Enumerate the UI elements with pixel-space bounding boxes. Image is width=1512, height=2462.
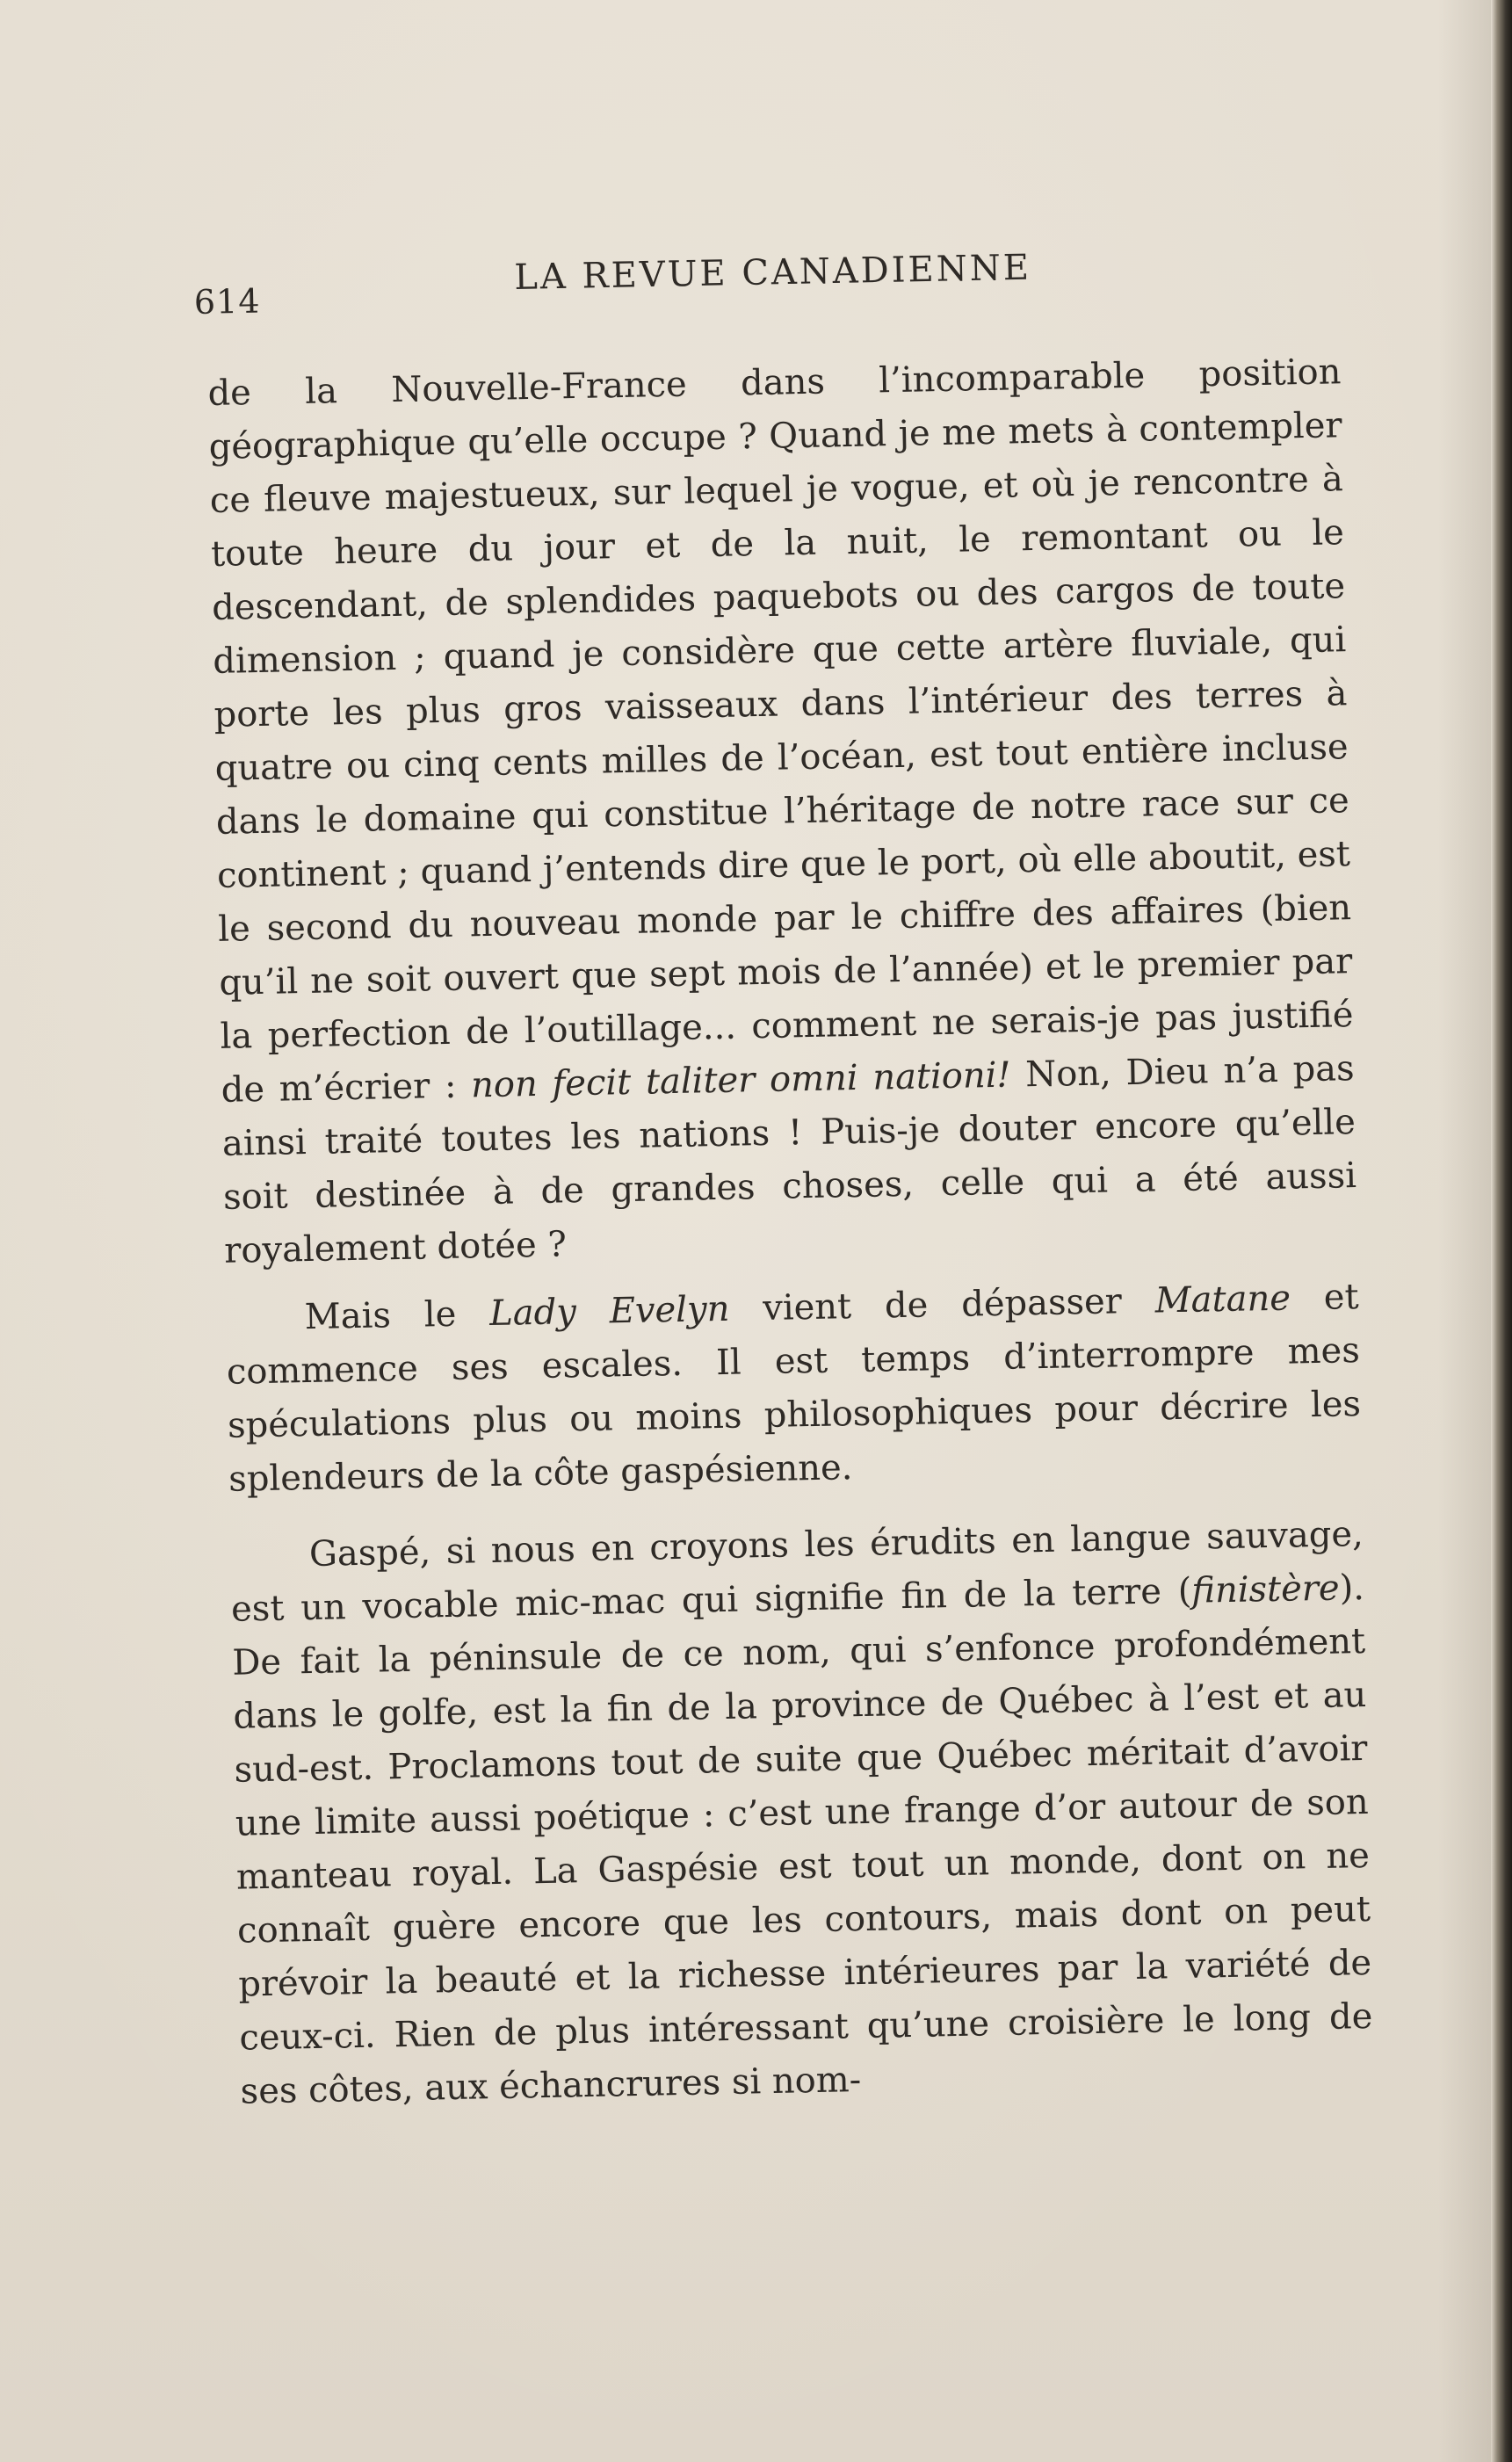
italic-latin-quote: non fecit taliter omni nationi!	[470, 1054, 1011, 1106]
text-run: et commence ses escales. Il est temps d’interrompre mes spéculations plus ou moins philosophiques pour décrire les splendeurs de la côte gaspésienne.	[226, 1277, 1362, 1500]
page-number: 614	[193, 281, 261, 322]
italic-ship-name: Lady Evelyn	[488, 1288, 730, 1335]
paragraph	[225, 1271, 1362, 1507]
running-head	[193, 241, 1371, 322]
book-binding-edge	[1491, 0, 1512, 2462]
italic-term: finistère	[1190, 1568, 1341, 1611]
text-run: Gaspé, si nous en croyons les érudits en langue sauvage, est un vocable mic-mac qui signifie fin de la terre (	[230, 1513, 1364, 1630]
journal-title: LA REVUE CANADIENNE	[513, 247, 1032, 298]
text-run: vient de dépasser	[728, 1280, 1156, 1329]
text-run: de la Nouvelle-France dans l’incomparable position géographique qu’elle occupe ? Quand je me mets à contempler ce fleuve majestueux, sur lequel je vogue, et où je rencontre à toute heure du jour et de la nuit, le remontant ou le descendant, de splendides paquebots ou des cargos de toute dimension ; quand je considère que cette artère fluviale, qui porte les plus gros vaisseaux dans l’intérieur des terres à quatre ou cinq cents milles de l’océan, est tout entière incluse dans le domaine qui constitue l’héritage de notre race sur ce continent ; quand j’entends dire que le port, où elle aboutit, est le second du nouveau monde par le chiffre des affaires (bien qu’il ne soit ouvert que sept mois de l’année) et le premier par la perfection de l’outillage... comment ne serais-je pas justifié de m’écrier :	[207, 351, 1354, 1111]
italic-place-name: Matane	[1154, 1278, 1291, 1322]
paragraph	[229, 1508, 1374, 2119]
text-run: Non, Dieu n’a pas ainsi traité toutes les nations ! Puis-je douter encore qu’elle soit destinée à de grandes choses, celle qui a été aussi royalement dotée ?	[221, 1048, 1357, 1271]
binding-shadow	[1438, 0, 1491, 2462]
text-run: ). De fait la péninsule de ce nom, qui s’enfonce profondément dans le golfe, est la fin de la province de Québec à l’est et au sud-est. Proclamons tout de suite que Québec méritait d’avoir une limite aussi poétique : c’est une frange d’or autour de son manteau royal. La Gaspésie est tout un monde, dont on ne connaît guère encore que les contours, mais dont on peut prévoir la beauté et la richesse intérieures par la variété de ceux-ci. Rien de plus intéressant qu’une croisière le long de ses côtes, aux échancrures si nom-	[231, 1567, 1373, 2112]
paragraph	[207, 345, 1358, 1278]
article-body	[207, 345, 1374, 2118]
text-run: Mais le	[304, 1293, 490, 1338]
